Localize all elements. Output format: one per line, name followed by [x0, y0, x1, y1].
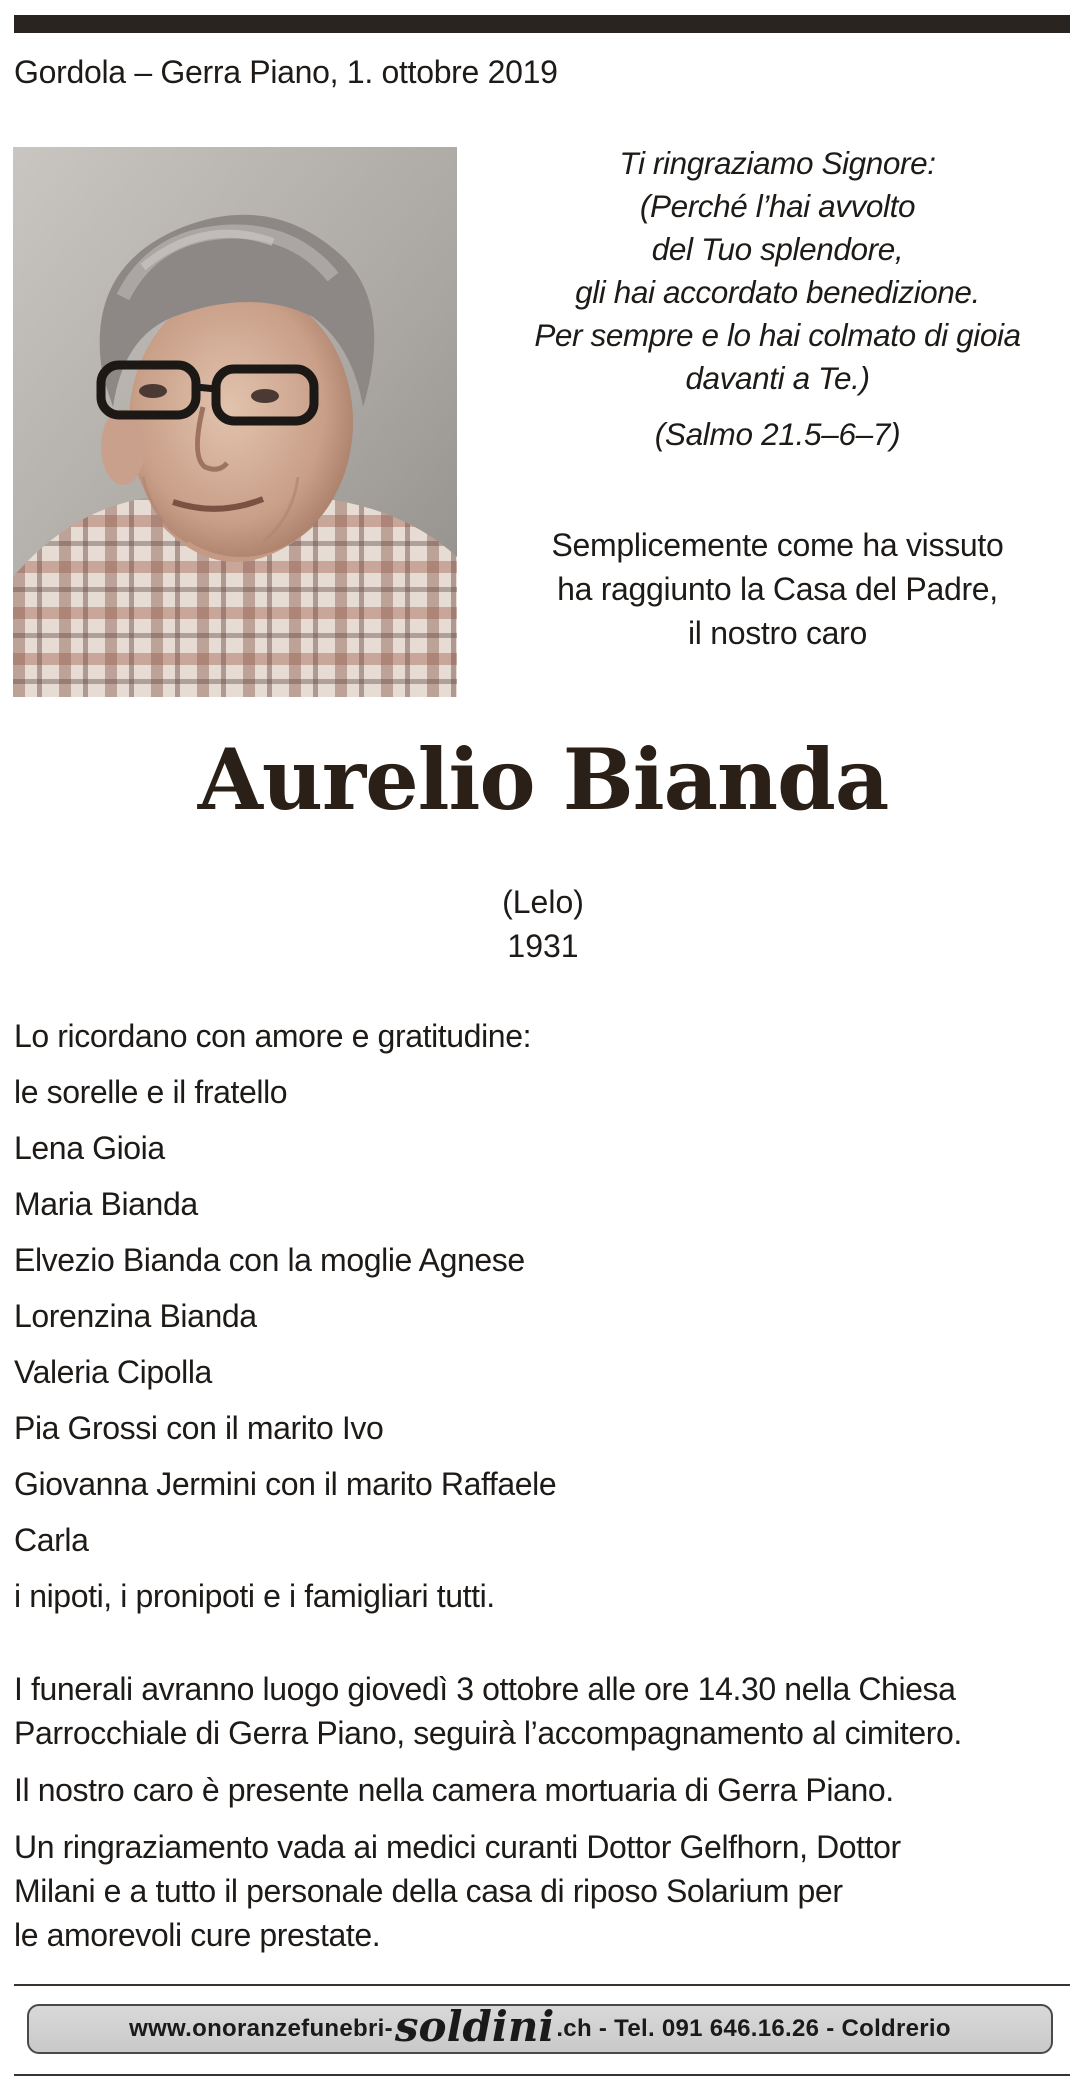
psalm-line: (Perché l’hai avvolto [639, 188, 916, 224]
mourner-line: le sorelle e il fratello [14, 1074, 288, 1110]
birth-year: 1931 [507, 928, 579, 964]
footer-url-prefix: www.onoranzefunebri- [129, 2015, 393, 2042]
intro-text [495, 523, 1060, 655]
mourner-line: i nipoti, i pronipoti e i famigliari tutti. [14, 1578, 495, 1614]
psalm-line: Per sempre e lo hai colmato di gioia [534, 317, 1021, 353]
deceased-nickname: (Lelo) [502, 884, 584, 920]
info-line: Parrocchiale di Gerra Piano, seguirà l’accompagnamento al cimitero. [14, 1715, 962, 1751]
footer-divider-bottom [14, 2074, 1070, 2076]
psalm-line: gli hai accordato benedizione. [575, 274, 980, 310]
mourner-line: Valeria Cipolla [14, 1354, 212, 1390]
mourner-line: Lorenzina Bianda [14, 1298, 257, 1334]
viewing-location [14, 1768, 1074, 1812]
place-and-date: Gordola – Gerra Piano, 1. ottobre 2019 [14, 54, 558, 90]
psalm-line: davanti a Te.) [685, 360, 870, 396]
intro-line: Semplicemente come ha vissuto [551, 527, 1004, 563]
footer-contact: .ch - Tel. 091 646.16.26 - Coldrerio [556, 2015, 951, 2042]
intro-line: ha raggiunto la Casa del Padre, [557, 571, 998, 607]
footer-divider-top [14, 1984, 1070, 1986]
info-line: Un ringraziamento vada ai medici curanti Dottor Gelfhorn, Dottor [14, 1829, 901, 1865]
info-line: Milani e a tutto il personale della casa di riposo Solarium per [14, 1873, 843, 1909]
mourner-line: Elvezio Bianda con la moglie Agnese [14, 1242, 525, 1278]
mourner-line: Pia Grossi con il marito Ivo [14, 1410, 384, 1446]
acknowledgements [14, 1825, 1074, 1957]
funeral-details [14, 1667, 1074, 1755]
psalm-reference: (Salmo 21.5–6–7) [654, 416, 901, 452]
mourner-line: Carla [14, 1522, 89, 1558]
footer-brand-logo: soldini [394, 2002, 555, 2051]
info-line: Il nostro caro è presente nella camera mortuaria di Gerra Piano. [14, 1772, 894, 1808]
mourner-line: Giovanna Jermini con il marito Raffaele [14, 1466, 557, 1502]
top-border-bar [14, 15, 1070, 33]
psalm-quote [495, 142, 1060, 400]
mourner-line: Maria Bianda [14, 1186, 198, 1222]
psalm-line: del Tuo splendore, [651, 231, 904, 267]
deceased-name: Aurelio Bianda [197, 730, 889, 829]
intro-line: il nostro caro [688, 615, 867, 651]
funeral-home-banner[interactable] [27, 2004, 1053, 2054]
portrait-photo [13, 147, 457, 697]
info-line: I funerali avranno luogo giovedì 3 ottobre alle ore 14.30 nella Chiesa [14, 1671, 956, 1707]
psalm-line: Ti ringraziamo Signore: [619, 145, 936, 181]
info-line: le amorevoli cure prestate. [14, 1917, 381, 1953]
mourners-list [14, 1012, 1054, 1628]
mourner-line: Lo ricordano con amore e gratitudine: [14, 1018, 532, 1054]
mourner-line: Lena Gioia [14, 1130, 165, 1166]
portrait-image [13, 147, 457, 697]
